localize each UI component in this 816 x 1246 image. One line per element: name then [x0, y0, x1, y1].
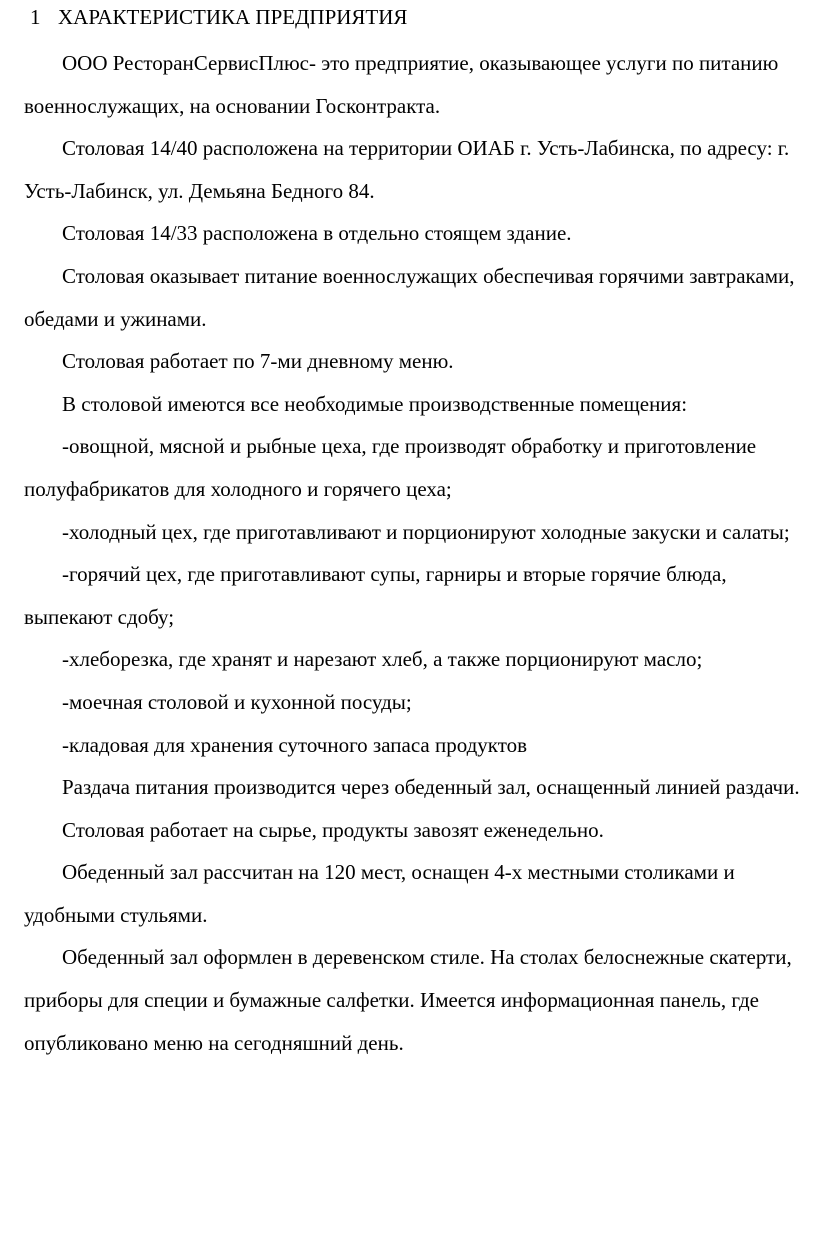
paragraph-serving: Раздача питания производится через обеденный зал, оснащенный линией раздачи. — [62, 775, 800, 800]
section-title: ХАРАКТЕРИСТИКА ПРЕДПРИЯТИЯ — [58, 5, 408, 29]
paragraph-location-14-33: Столовая 14/33 расположена в отдельно стоящем здание. — [62, 221, 572, 246]
paragraph-supplies: Столовая работает на сырье, продукты завозят еженедельно. — [62, 817, 604, 842]
paragraph-premises-intro: В столовой имеются все необходимые производственные помещения: — [62, 391, 688, 416]
list-item-bread-room: -хлеборезка, где хранят и нарезают хлеб, а также порционируют масло; — [62, 647, 703, 672]
list-item-raw-shops: -овощной, мясной и рыбные цеха, где производят обработку и приготовление полуфабрикатов для холодного и горячего цеха; — [24, 434, 757, 501]
paragraph-hall-decor: Обеденный зал оформлен в деревенском стиле. На столах белоснежные скатерти, приборы для специи и бумажные салфетки. Имеется информационная панель, где опубликовано меню на сегодняшний день. — [24, 945, 792, 1055]
paragraph-meals: Столовая оказывает питание военнослужащих обеспечивая горячими завтраками, обедами и ужинами. — [24, 263, 795, 331]
document-body — [24, 42, 804, 1064]
section-number: 1 — [30, 5, 41, 29]
list-item-dishwashing: -моечная столовой и кухонной посуды; — [62, 689, 412, 714]
list-item-cold-shop: -холодный цех, где приготавливают и порционируют холодные закуски и салаты; — [62, 519, 790, 544]
paragraph-menu: Столовая работает по 7-ми дневному меню. — [62, 349, 454, 374]
list-item-storeroom: -кладовая для хранения суточного запаса продуктов — [62, 732, 528, 757]
paragraph-hall-capacity: Обеденный зал рассчитан на 120 мест, оснащен 4-х местными столиками и удобными стульями. — [24, 860, 735, 927]
paragraph-location-14-40: Столовая 14/40 расположена на территории ОИАБ г. Усть-Лабинска, по адресу: г. Усть-Лабинск, ул. Демьяна Бедного 84. — [24, 136, 790, 203]
section-heading — [30, 4, 407, 30]
paragraph-company: ООО РесторанСервисПлюс- это предприятие, оказывающее услуги по питанию военнослужащих, на основании Госконтракта. — [24, 51, 779, 118]
list-item-hot-shop: -горячий цех, где приготавливают супы, гарниры и вторые горячие блюда, выпекают сдобу; — [24, 562, 727, 629]
